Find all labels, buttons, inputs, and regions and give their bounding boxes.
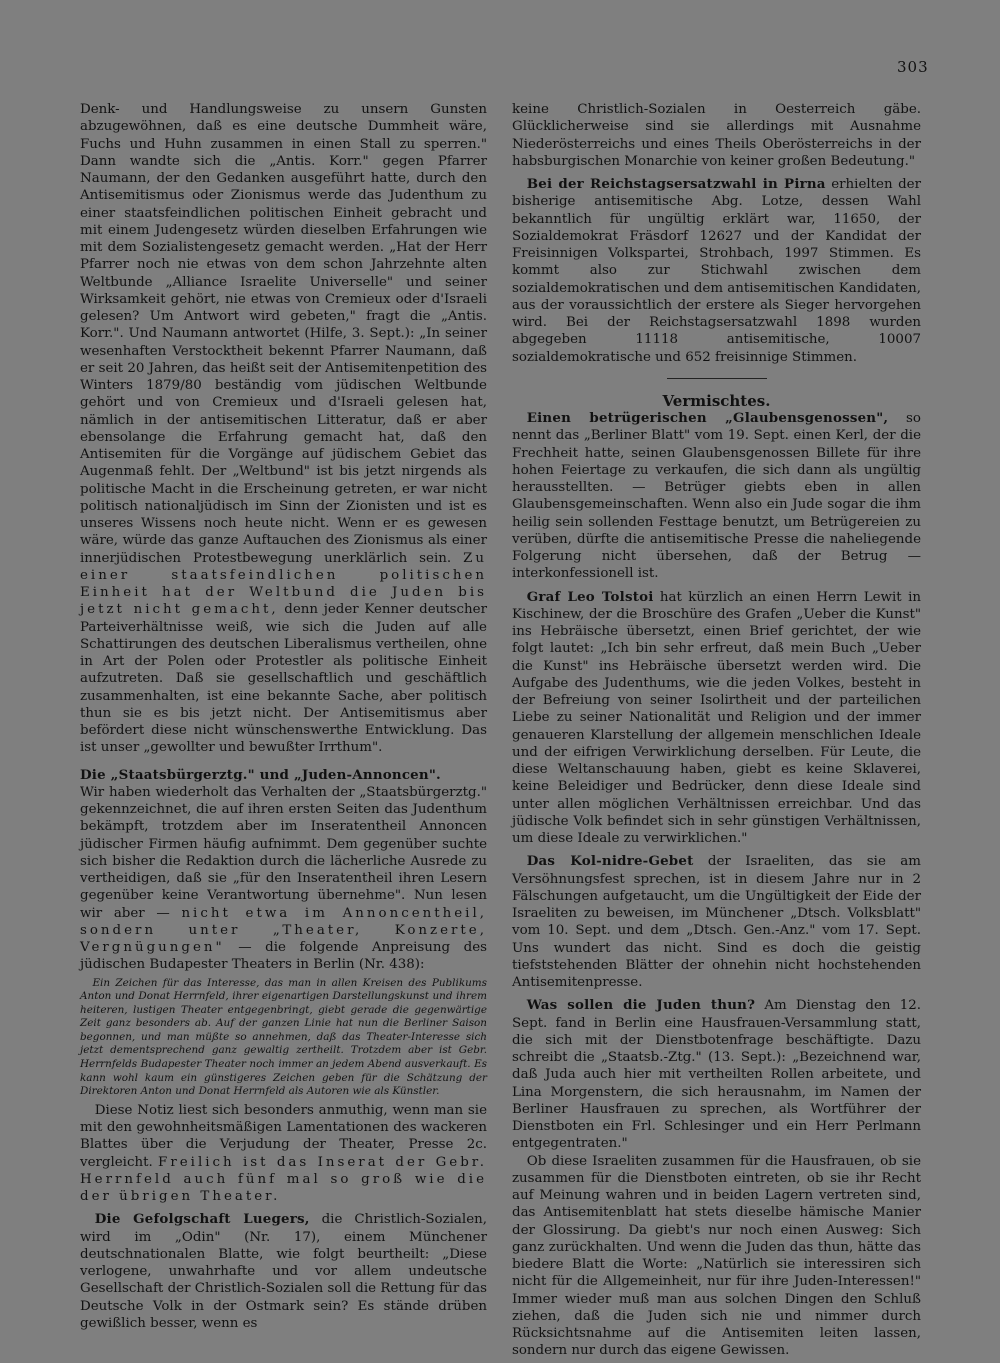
article-paragraph xyxy=(512,997,921,1152)
article-paragraph xyxy=(80,1102,487,1206)
text-run: die Christlich-Sozialen, wird im „Odin" (Nr. 17), einem Münchener deutschnationalen Blatte, wie folgt beurtheilt: „Diese verlogene, unwahrhafte und vor allem undeutsche Gesellschaft der Christlich-Sozialen soll die Rettung für das Deutsche Volk in der Ostmark sein? Es stände drüben gewißlich besser, wenn es xyxy=(80,1212,488,1331)
left-column xyxy=(80,101,487,1332)
article-paragraph xyxy=(512,176,921,366)
page-number: 303 xyxy=(897,58,929,76)
article-paragraph xyxy=(80,101,487,757)
text-run: der Israeliten, das sie am Versöhnungsfest sprechen, ist in diesem Jahre nur in 2 Fälschungen aufgetaucht, um die Ungültigkeit der Eide der Israeliten zu beweisen, im Münchener „Dtsch. Volksblatt" vom 10. Sept. und dem „Dtsch. Gen.-Anz." vom 17. Sept. Uns wundert das nicht. Sind es doch die geistig tiefststehenden Blätter der ohnehin nicht hochstehenden Antisemitenpresse. xyxy=(512,854,921,990)
article-paragraph: Ob diese Israeliten zusammen für die Hausfrauen, ob sie zusammen für die Dienstboten eintreten, ob sie ihr Recht auf Meinung wahren und in beiden Lagern vertreten sind, das Antisemitenblatt hat stets dieselbe hämische Manier der Glossirung. Da giebt's nur noch einen Ausweg: Sich ganz zurückhalten. Und wenn die Juden das thun, hätte das biedere Blatt die Worte: „Natürlich sie interessiren sich nicht für die Allgemeinheit, nur für ihre Juden-Interessen!" Immer wieder muß man aus solchen Dingen den Schluß ziehen, daß die Juden sich nie und nimmer durch Rücksichtsnahme auf die Antisemiten leiten lassen, sondern nur durch das eigene Gewissen. xyxy=(512,1153,921,1359)
text-run: erhielten der bisherige antisemitische Abg. Lotze, dessen Wahl bekanntlich für ungültig erklärt war, 11650, der Sozialdemokrat Fräsdorf 12627 und der Kandidat der Freisinnigen Volkspartei, Strohbach, 1997 Stimmen. Es kommt also zur Stichwahl zwischen dem sozialdemokratischen und dem antisemitischen Kandidaten, aus der voraussichtlich der erstere als Sieger hervorgehen wird. Bei der Reichstagsersatzwahl 1898 wurden abgegeben 11118 antisemitische, 10007 sozialdemokratische und 652 freisinnige Stimmen. xyxy=(512,177,922,365)
section-title: Vermischtes. xyxy=(662,391,771,410)
text-run: hat kürzlich an einen Herrn Lewit in Kischinew, der die Broschüre des Grafen „Ueber die Kunst" ins Hebräische übersetzt, einen Brief gerichtet, der wie folgt lautet: „Ich bin sehr erfreut, daß mein Buch „Ueber die Kunst" ins Hebräische übersetzt werden wird. Die Aufgabe des Judenthums, wie die jeden Volkes, besteht in der Befreiung von seiner Isolirtheit und der parteilichen Liebe zu seiner Nationalität und Religion und der immer genaueren Klarstellung der allgemein menschlichen Ideale und der eifrigen Verwirklichung derselben. Für Leute, die diese Weltanschauung haben, giebt es keine Sklaverei, keine Beleidiger und Bedrücker, denn diese Ideale sind unter allen möglichen Verhältnissen erreichbar. Und das jüdische Volk befindet sich in sehr günstigen Verhältnissen, um diese Ideale zu verwirklichen." xyxy=(512,589,921,846)
section-divider xyxy=(667,378,767,379)
headline-kol-nidre: Das Kol-nidre-Gebet xyxy=(526,853,694,870)
text-run: Diese Notiz liest sich besonders anmuthig, wenn man sie mit den gewohnheitsmäßigen Lamentationen des wackeren Blattes über die Verjudung der Theater, Presse 2c. vergleicht. xyxy=(80,1102,487,1170)
headline-juden-thun: Was sollen die Juden thun? xyxy=(526,997,756,1014)
article-paragraph xyxy=(512,589,921,848)
headline-reichstagsersatzwahl: Bei der Reichstagsersatzwahl in Pirna xyxy=(526,176,826,192)
article-headline xyxy=(80,767,487,784)
headline-glaubensgenossen: Einen betrügerischen „Glaubensgenossen", xyxy=(526,410,889,426)
text-run: — die folgende Anpreisung des jüdischen Budapester Theaters in Berlin (Nr. 438): xyxy=(80,940,487,973)
article-paragraph xyxy=(512,853,921,991)
headline-tolstoi: Graf Leo Tolstoi xyxy=(526,588,654,605)
text-run: Denk- und Handlungsweise zu unsern Gunsten abzugewöhnen, daß es eine deutsche Dummheit wäre, Fuchs und Huhn zusammen in einen Stall zu sperren." Dann wandte sich die „Antis. Korr." gegen Pfarrer Naumann, der den Gedanken ausgeführt hatte, durch den Antisemitismus oder Zionismus werde das Judenthum zu einer staatsfeindlichen politischen Einheit gebracht und mit einem Judengesetz würden dieselben Erfahrungen wie mit dem Sozialistengesetz gemacht werden. „Hat der Herr Pfarrer noch nie etwas von dem schon Jahrzehnte alten Weltbunde „Alliance Israelite Universelle" und seiner Wirksamkeit gehört, nie etwas von Cremieux oder d'Israeli gelesen? Um Antwort wird gebeten," fragt die „Antis. Korr.". Und Naumann antwortet (Hilfe, 3. Sept.): „In seiner wesenhaften Verstocktheit bekennt Pfarrer Naumann, daß er seit 20 Jahren, das heißt seit der Antisemitenpetition des Winters 1879/80 beständig vom jüdischen Weltbunde gehört und von Cremieux und d'Israeli gelesen hat, nämlich in der antisemitischen Litteratur, daß er aber ebensolange die Erfahrung gemacht hat, daß den Antisemiten für die Vorgänge auf jüdischem Gebiet das Augenmaß fehlt. Der „Weltbund" ist bis jetzt nirgends als politische Macht in die Erscheinung getreten, er war nicht politisch nationaljüdisch im Sinn der Zionisten und ist es unseres Wissens noch heute nicht. Wenn er es gewesen wäre, würde das ganze Auftauchen des Zionismus als einer innerjüdischen Protestbewegung unerklärlich sein. xyxy=(80,102,487,566)
spaced-emphasis: Zu einer staatsfeindlichen politischen Einheit hat der Weltbund die Juden bis jetzt nicht gemacht, xyxy=(80,550,487,618)
text-run: Am Dienstag den 12. Sept. fand in Berlin eine Hausfrauen-Versammlung statt, die sich mit der Dienstbotenfrage beschäftigte. Dazu schreibt die „Staatsb.-Ztg." (13. Sept.): „Bezeichnend war, daß Juda auch hier mit vertheilten Rollen arbeitete, und Lina Morgenstern, die sich herausnahm, im Namen der Berliner Hausfrauen zu sprechen, als Wortführer der Dienstboten ein Frl. Schlesinger und ein Herr Perlmann entgegentraten." xyxy=(512,998,922,1152)
text-run: so nennt das „Berliner Blatt" vom 19. Sept. einen Kerl, der die Frechheit hatte, seinen Glaubensgenossen Billete für ihre hohen Feiertage zu verkaufen, die sich dann als ungültig herausstellten. — Betrüger giebts eben in allen Glaubensgemeinschaften. Wenn also ein Jude sogar die ihm heilig sein sollenden Festtage benutzt, um Betrügereien zu verüben, dürfte die antisemitische Presse die naheliegende Folgerung nicht übersehen, daß der Betrug — interkonfessionell ist. xyxy=(512,411,921,582)
headline-staatsbuergerztg: Die „Staatsbürgerztg." und „Juden-Annoncen". xyxy=(80,766,441,783)
text-run: denn jeder Kenner deutscher Parteiverhältnisse weiß, wie sich die Juden auf alle Schattirungen des deutschen Liberalismus vertheilen, ohne in Art der Polen oder Protestler als politische Einheit aufzutreten. Daß sie gesellschaftlich und geschäftlich zusammenhalten, ist eine bekannte Sache, aber politisch thun sie es bis jetzt nicht. Der Antisemitismus aber befördert diese nicht wünschenswerthe Entwicklung. Das ist unser „gewollter und bewußter Irrthum". xyxy=(80,602,487,756)
article-paragraph: keine Christlich-Sozialen in Oesterreich gäbe. Glücklicherweise sind sie allerdings mit Ausnahme Niederösterreichs und eines Theils Oberösterreichs in der habsburgischen Monarchie von keiner großen Bedeutung." xyxy=(512,102,921,169)
spaced-emphasis: nicht etwa im Annoncentheil, sondern unter „Theater, Konzerte, Vergnügungen" xyxy=(80,905,487,955)
article-paragraph xyxy=(80,1211,487,1332)
quoted-advertisement: Ein Zeichen für das Interesse, das man in allen Kreisen des Publikums Anton und Donat Herrnfeld, ihrer eigenartigen Darstellungskunst und ihrem heiteren, lustigen Theater entgegenbringt, giebt gerade die gegenwärtige Zeit ganz besonders ab. Auf der ganzen Linie hat nun die Berliner Saison begonnen, und man müßte so annehmen, daß das Theater-Interesse sich jetzt dementsprechend ganz gewaltig zertheilt. Trotzdem aber ist Gebr. Herrnfelds Budapester Theater noch immer an jedem Abend ausverkauft. Es kann wohl kaum ein günstigeres Zeichen geben für die Schätzung der Direktoren Anton und Donat Herrnfeld als Autoren wie als Künstler. xyxy=(80,976,487,1098)
text-run: Wir haben wiederholt das Verhalten der „Staatsbürgerztg." gekennzeichnet, die auf ihren ersten Seiten das Judenthum bekämpft, trotzdem aber im Inseratentheil Annoncen jüdischer Firmen häufig aufnimmt. Dem gegenüber suchte sich bisher die Redaktion durch die lächerliche Ausrede zu vertheidigen, daß sie „für den Inseratentheil ihren Lesern gegenüber keine Verantwortung übernehme". Nun lesen wir aber — xyxy=(80,784,487,921)
article-paragraph xyxy=(512,410,921,583)
headline-gefolgschaft-luegers: Die Gefolgschaft Luegers, xyxy=(94,1211,310,1228)
spaced-emphasis: Freilich ist das Inserat der Gebr. Herrnfeld auch fünf mal so groß wie die der übrigen Theater. xyxy=(80,1154,487,1205)
article-paragraph xyxy=(80,784,487,974)
right-column xyxy=(512,101,921,1360)
